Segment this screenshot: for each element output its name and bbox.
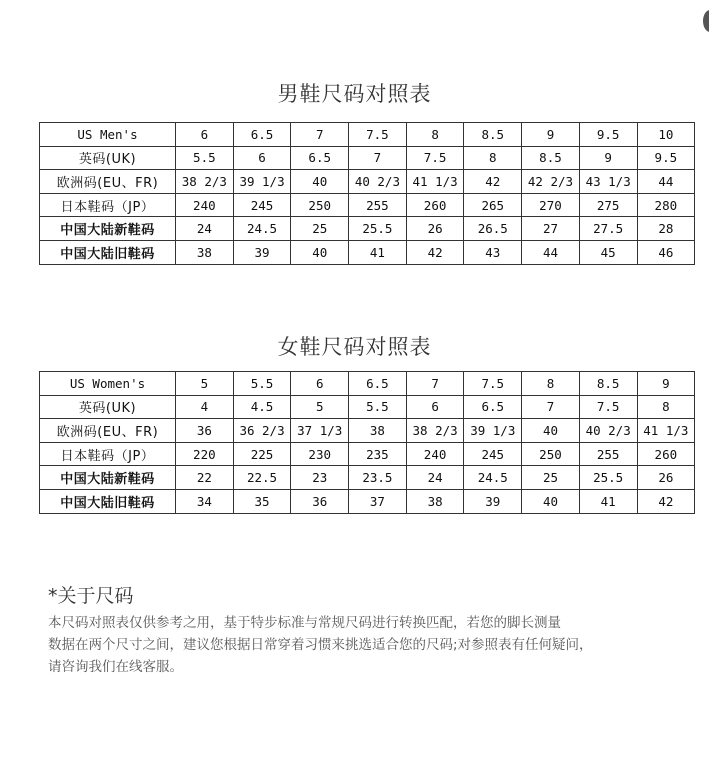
table-row xyxy=(40,489,695,513)
row-header: 英码(UK) xyxy=(40,395,176,419)
size-cell: 4.5 xyxy=(233,395,291,419)
size-cell: 42 xyxy=(406,240,464,264)
table-row xyxy=(40,146,695,170)
size-cell: 42 xyxy=(464,170,522,194)
size-cell: 6 xyxy=(176,123,234,147)
size-cell: 5.5 xyxy=(176,146,234,170)
size-note-line: 请咨询我们在线客服。 xyxy=(48,659,183,675)
table-row xyxy=(40,372,695,396)
size-cell: 240 xyxy=(176,193,234,217)
size-cell: 44 xyxy=(522,240,580,264)
size-cell: 37 1/3 xyxy=(291,419,349,443)
size-cell: 8.5 xyxy=(522,146,580,170)
size-cell: 250 xyxy=(291,193,349,217)
size-cell: 260 xyxy=(406,193,464,217)
corner-scroll-marker xyxy=(703,10,709,32)
size-cell: 23 xyxy=(291,466,349,490)
size-cell: 6.5 xyxy=(291,146,349,170)
size-cell: 225 xyxy=(233,442,291,466)
size-cell: 38 xyxy=(176,240,234,264)
size-note-line: 本尺码对照表仅供参考之用，基于特步标准与常规尺码进行转换匹配，若您的脚长测量 xyxy=(48,615,561,631)
size-cell: 8 xyxy=(406,123,464,147)
size-cell: 44 xyxy=(637,170,695,194)
size-cell: 255 xyxy=(349,193,407,217)
men-size-chart-title: 男鞋尺码对照表 xyxy=(277,82,432,106)
size-cell: 7.5 xyxy=(579,395,637,419)
size-cell: 27.5 xyxy=(579,217,637,241)
table-row xyxy=(40,170,695,194)
table-row xyxy=(40,395,695,419)
row-header: 中国大陆新鞋码 xyxy=(40,217,176,241)
size-cell: 25 xyxy=(291,217,349,241)
size-cell: 28 xyxy=(637,217,695,241)
size-cell: 37 xyxy=(349,489,407,513)
size-cell: 9 xyxy=(637,372,695,396)
size-cell: 41 1/3 xyxy=(406,170,464,194)
size-note-title: *关于尺码 xyxy=(48,585,134,607)
size-cell: 6.5 xyxy=(349,372,407,396)
size-cell: 40 2/3 xyxy=(579,419,637,443)
size-cell: 23.5 xyxy=(349,466,407,490)
size-cell: 40 xyxy=(291,240,349,264)
size-cell: 24 xyxy=(406,466,464,490)
men-size-table xyxy=(39,122,695,265)
women-size-chart-title: 女鞋尺码对照表 xyxy=(277,335,432,359)
size-cell: 6 xyxy=(233,146,291,170)
size-note xyxy=(48,581,698,678)
size-cell: 39 1/3 xyxy=(464,419,522,443)
size-cell: 230 xyxy=(291,442,349,466)
row-header: 欧洲码(EU、FR) xyxy=(40,170,176,194)
size-cell: 25 xyxy=(522,466,580,490)
size-cell: 38 xyxy=(349,419,407,443)
table-row xyxy=(40,123,695,147)
size-cell: 45 xyxy=(579,240,637,264)
size-cell: 40 2/3 xyxy=(349,170,407,194)
size-cell: 25.5 xyxy=(349,217,407,241)
size-cell: 26 xyxy=(637,466,695,490)
size-cell: 245 xyxy=(464,442,522,466)
size-cell: 41 1/3 xyxy=(637,419,695,443)
size-cell: 8.5 xyxy=(464,123,522,147)
size-cell: 9 xyxy=(522,123,580,147)
size-cell: 43 xyxy=(464,240,522,264)
row-header: 中国大陆新鞋码 xyxy=(40,466,176,490)
size-cell: 8 xyxy=(637,395,695,419)
size-cell: 7.5 xyxy=(406,146,464,170)
size-cell: 265 xyxy=(464,193,522,217)
size-cell: 220 xyxy=(176,442,234,466)
size-cell: 270 xyxy=(522,193,580,217)
size-cell: 5 xyxy=(176,372,234,396)
size-cell: 10 xyxy=(637,123,695,147)
size-cell: 27 xyxy=(522,217,580,241)
row-header: US Men's xyxy=(40,123,176,147)
row-header: US Women's xyxy=(40,372,176,396)
size-cell: 250 xyxy=(522,442,580,466)
size-cell: 38 xyxy=(406,489,464,513)
size-cell: 5 xyxy=(291,395,349,419)
size-cell: 275 xyxy=(579,193,637,217)
size-cell: 34 xyxy=(176,489,234,513)
size-cell: 260 xyxy=(637,442,695,466)
size-cell: 6.5 xyxy=(233,123,291,147)
size-cell: 43 1/3 xyxy=(579,170,637,194)
women-size-table xyxy=(39,371,695,514)
size-cell: 245 xyxy=(233,193,291,217)
size-cell: 24.5 xyxy=(233,217,291,241)
size-cell: 5.5 xyxy=(233,372,291,396)
table-row xyxy=(40,419,695,443)
size-cell: 38 2/3 xyxy=(406,419,464,443)
size-cell: 8 xyxy=(522,372,580,396)
size-cell: 8 xyxy=(464,146,522,170)
table-row xyxy=(40,466,695,490)
size-cell: 235 xyxy=(349,442,407,466)
size-cell: 39 xyxy=(464,489,522,513)
size-cell: 22 xyxy=(176,466,234,490)
size-cell: 7 xyxy=(349,146,407,170)
size-cell: 40 xyxy=(291,170,349,194)
row-header: 中国大陆旧鞋码 xyxy=(40,240,176,264)
row-header: 中国大陆旧鞋码 xyxy=(40,489,176,513)
size-cell: 7 xyxy=(406,372,464,396)
size-cell: 26.5 xyxy=(464,217,522,241)
table-row xyxy=(40,442,695,466)
size-cell: 7 xyxy=(522,395,580,419)
size-cell: 39 1/3 xyxy=(233,170,291,194)
row-header: 日本鞋码（JP） xyxy=(40,442,176,466)
size-cell: 40 xyxy=(522,489,580,513)
size-cell: 36 xyxy=(291,489,349,513)
size-cell: 24.5 xyxy=(464,466,522,490)
size-cell: 42 2/3 xyxy=(522,170,580,194)
size-cell: 255 xyxy=(579,442,637,466)
size-cell: 41 xyxy=(349,240,407,264)
size-cell: 240 xyxy=(406,442,464,466)
size-cell: 38 2/3 xyxy=(176,170,234,194)
table-row xyxy=(40,240,695,264)
size-note-line: 数据在两个尺寸之间，建议您根据日常穿着习惯来挑选适合您的尺码;对参照表有任何疑问， xyxy=(48,637,593,653)
size-cell: 24 xyxy=(176,217,234,241)
size-cell: 26 xyxy=(406,217,464,241)
row-header: 日本鞋码（JP） xyxy=(40,193,176,217)
size-cell: 22.5 xyxy=(233,466,291,490)
size-cell: 42 xyxy=(637,489,695,513)
size-cell: 5.5 xyxy=(349,395,407,419)
size-cell: 9.5 xyxy=(579,123,637,147)
size-cell: 9.5 xyxy=(637,146,695,170)
size-cell: 46 xyxy=(637,240,695,264)
size-cell: 6.5 xyxy=(464,395,522,419)
size-cell: 36 2/3 xyxy=(233,419,291,443)
size-cell: 36 xyxy=(176,419,234,443)
size-cell: 40 xyxy=(522,419,580,443)
row-header: 欧洲码(EU、FR) xyxy=(40,419,176,443)
size-cell: 41 xyxy=(579,489,637,513)
row-header: 英码(UK) xyxy=(40,146,176,170)
table-row xyxy=(40,193,695,217)
size-cell: 6 xyxy=(291,372,349,396)
size-cell: 7.5 xyxy=(464,372,522,396)
size-cell: 8.5 xyxy=(579,372,637,396)
size-cell: 25.5 xyxy=(579,466,637,490)
size-cell: 35 xyxy=(233,489,291,513)
size-cell: 280 xyxy=(637,193,695,217)
size-cell: 7.5 xyxy=(349,123,407,147)
size-cell: 7 xyxy=(291,123,349,147)
size-cell: 6 xyxy=(406,395,464,419)
size-cell: 39 xyxy=(233,240,291,264)
size-cell: 9 xyxy=(579,146,637,170)
size-cell: 4 xyxy=(176,395,234,419)
table-row xyxy=(40,217,695,241)
